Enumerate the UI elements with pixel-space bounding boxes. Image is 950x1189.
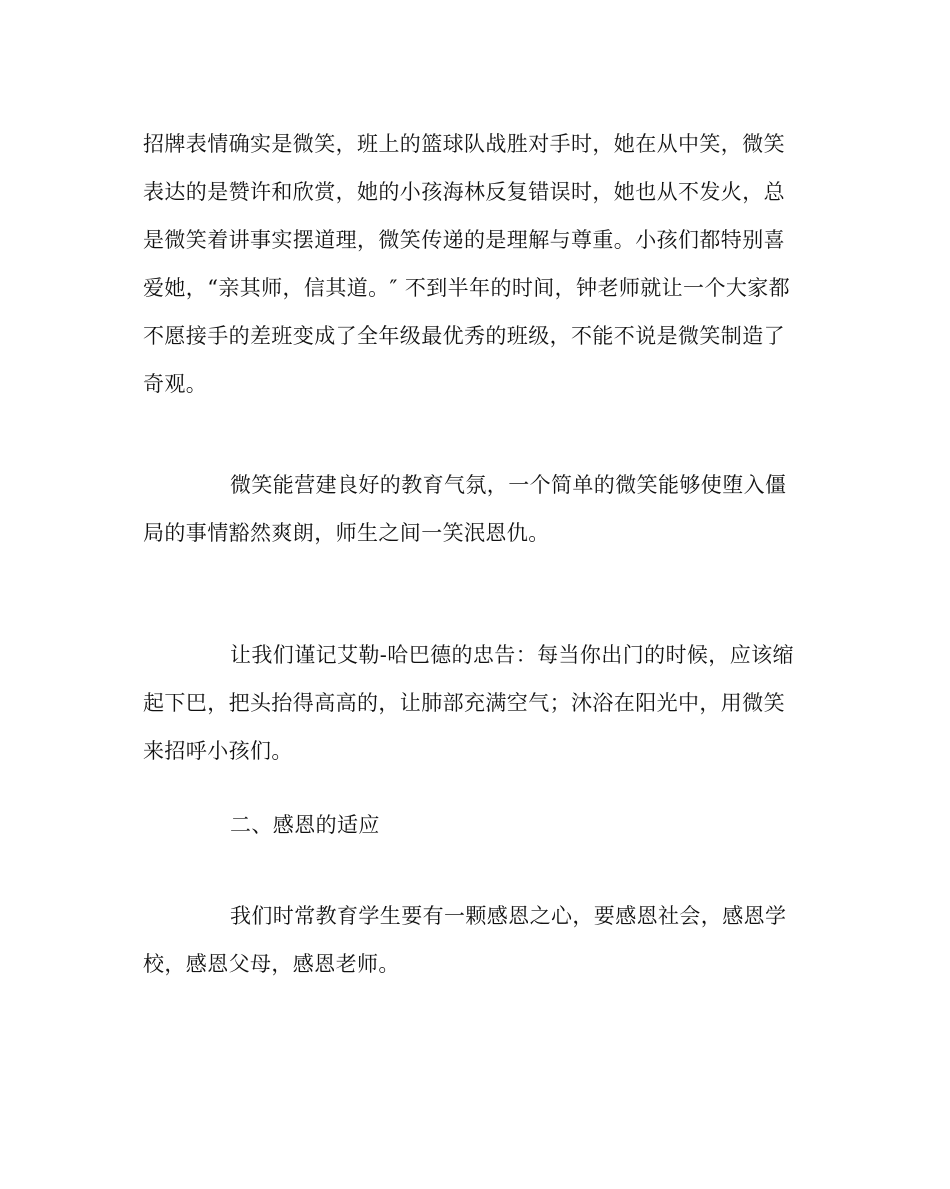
paragraph-smile-story bbox=[143, 120, 813, 408]
paragraph-line: 起下巴，把头抬得高高的，让肺部充满空气；沐浴在阳光中，用微笑 bbox=[143, 691, 785, 715]
section-heading-gratitude bbox=[143, 801, 813, 849]
section-heading-text: 二、感恩的适应 bbox=[230, 813, 380, 837]
paragraph-line: 爱她，“亲其师，信其道。″ 不到半年的时间，钟老师就让一个大家都 bbox=[143, 276, 791, 300]
paragraph-line: 不愿接手的差班变成了全年级最优秀的班级，不能不说是微笑制造了 bbox=[143, 324, 785, 348]
paragraph-line: 招牌表情确实是微笑，班上的篮球队战胜对手时，她在从中笑，微笑 bbox=[143, 132, 785, 156]
paragraph-line: 局的事情豁然爽朗，师生之间一笑泯恩仇。 bbox=[143, 521, 550, 545]
paragraph-line: 微笑能营建良好的教育气氛，一个简单的微笑能够使堕入僵 bbox=[230, 473, 787, 497]
paragraph-line: 来招呼小孩们。 bbox=[143, 739, 293, 763]
paragraph-line: 表达的是赞许和欣赏，她的小孩海林反复错误时，她也从不发火，总 bbox=[143, 180, 785, 204]
paragraph-line: 校，感恩父母，感恩老师。 bbox=[143, 952, 400, 976]
paragraph-line: 让我们谨记艾勒-哈巴德的忠告：每当你出门的时候，应该缩 bbox=[230, 643, 794, 667]
paragraph-line: 我们时常教育学生要有一颗感恩之心，要感恩社会，感恩学 bbox=[230, 904, 787, 928]
paragraph-smile-atmosphere bbox=[143, 461, 813, 557]
paragraph-line: 奇观。 bbox=[143, 372, 208, 396]
paragraph-gratitude bbox=[143, 892, 813, 988]
paragraph-advice bbox=[143, 631, 813, 775]
paragraph-line: 是微笑着讲事实摆道理，微笑传递的是理解与尊重。小孩们都特别喜 bbox=[143, 228, 785, 252]
